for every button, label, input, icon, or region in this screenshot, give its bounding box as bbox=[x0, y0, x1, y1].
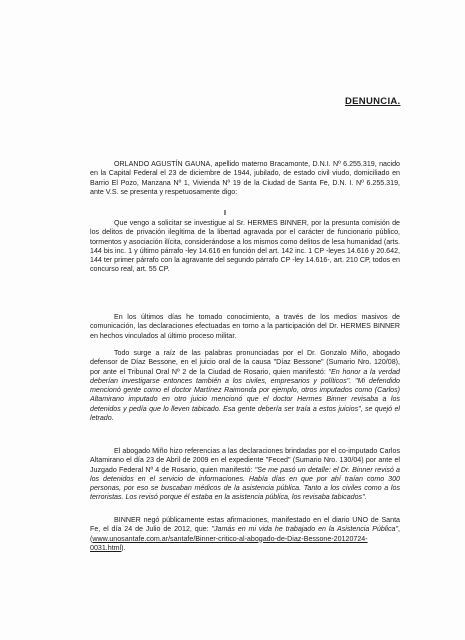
altamirano-paragraph bbox=[90, 447, 400, 503]
mino-after: , se quejó el letrado. bbox=[90, 404, 400, 423]
altamirano-intro: El abogado Miño hizo referencias a las declaraciones brindadas por el co-imputado Carlos Altamirano el día 23 de Abril de 2009 en el expediente "Feced" (Sumario Nro. 130/04) por ante el Juzgado Federal Nº 4 de Rosario, quien manifestó: bbox=[90, 447, 400, 474]
uno-paragraph bbox=[90, 516, 400, 553]
mino-intro: Todo surge a raíz de las palabras pronunciadas por el Dr. Gonzalo Miño, abogado defensor de Díaz Bessone, en el juicio oral de la causa "Díaz Bessone" (Sumario Nro. 120/08), por ante el Tribunal Oral Nº 2 de la Ciudad de Rosario, quien manifestó: bbox=[90, 349, 400, 376]
altamirano-quote: "Se me pasó un detalle: el Dr. Binner revisó a los detenidos en el servicio de informaciones. Había días en que por ahí traían como 300 personas, por eso se buscaban médicos de la asistencia pública. Tanto a los civiles como a los terroristas. Los revisó porque él estaba en la asistencia pública, los revisaba tabicados" bbox=[90, 465, 400, 502]
uno-middle: , ( bbox=[90, 525, 400, 543]
complainant-name: ORLANDO AGUSTÍN GAUNA bbox=[114, 160, 211, 168]
media-paragraph: En los últimos días he tomado conocimiento, a través de los medios masivos de comunicación, las declaraciones efectuadas en torno a la participación del Dr. HERMES BINNER en hechos vinculados al último proceso militar. bbox=[90, 313, 400, 340]
uno-intro: BINNER negó públicamente estas afirmaciones, manifestado en el diario UNO de Santa Fe, el día 24 de Julio de 2012, que: bbox=[90, 516, 400, 534]
uno-after: ). bbox=[121, 543, 126, 552]
uno-quote: "Jamás en mi vida he trabajado en la Asistencia Pública" bbox=[211, 525, 399, 534]
accusation-paragraph: Que vengo a solicitar se investigue al Sr. HERMES BINNER, por la presunta comisión de los delitos de privación ilegítima de la libertad agravada por el carácter de funcionario público, tormentos y asociación ilícita, considerándose a los mismos como delitos de lesa humanidad (arts. 144 bis inc. 1 y último párrafo -ley 14.616 en función del art. 142 inc. 1 CP -leyes 14.616 y 20.642, 144 ter primer párrafo con la agravante del segundo párrafo CP -ley 14.616-, art. 210 CP, todos en concurso real, art. 55 CP. bbox=[90, 219, 400, 274]
intro-text: , apellido materno Bracamonte, D.N.I. Nº 6.255.319, nacido en la Capital Federal el 23 de diciembre de 1944, jubilado, de estado civil viudo, domiciliado en Barrio El Pozo, Manzana Nº 1, Vivienda Nº 19 de la Ciudad de Santa Fe, D.N. I. Nº 6.255.319, ante V.S. se presenta y respetuosamente digo: bbox=[90, 160, 400, 196]
news-link[interactable]: www.unosantafe.com.ar/santafe/Binner-critico-al-abogado-de-Diaz-Bessone-20120724-0031.html bbox=[90, 534, 368, 552]
intro-paragraph bbox=[90, 160, 400, 197]
mino-quote: "En honor a la verdad deberían investigarse entonces también a los civiles, empresarios y políticos". "Mi defendido mencionó gente como el doctor Martínez Raimonda por ejemplo, otros imputados como (Carlos) Altamirano imputado en otro juicio mencionó que el doctor Hermes Binner revisaba a los detenidos y pedía que lo lleven tabicado. Esa gente debería ser traía a estos juicios" bbox=[90, 367, 400, 413]
mino-paragraph bbox=[90, 349, 400, 423]
altamirano-after: . bbox=[364, 493, 367, 502]
section-number: I bbox=[224, 209, 226, 217]
document-title: DENUNCIA. bbox=[345, 96, 401, 107]
